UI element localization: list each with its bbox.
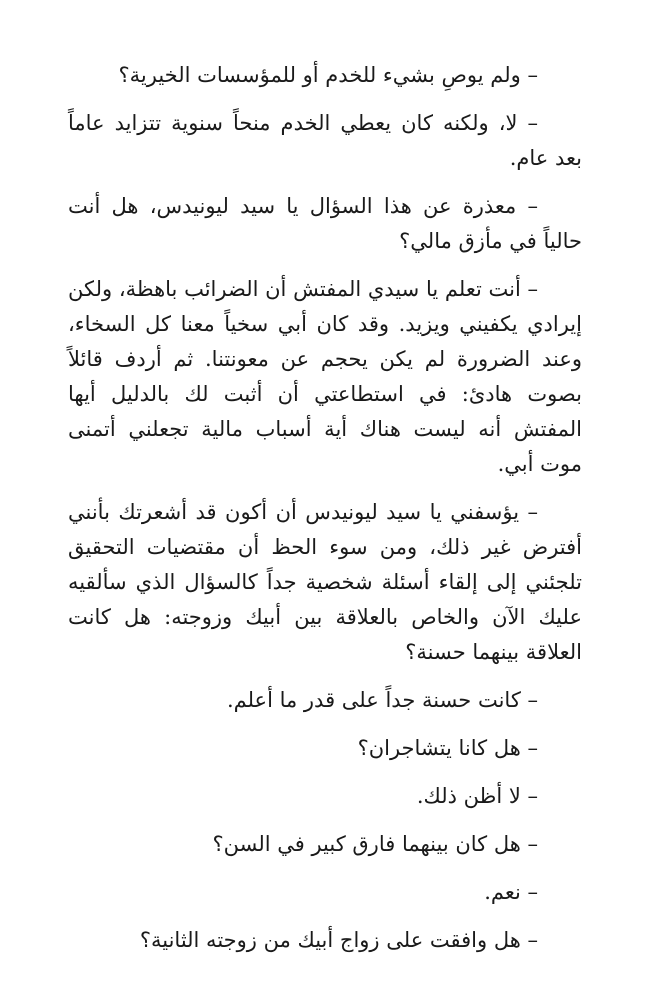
paragraph-2: – لا، ولكنه كان يعطي الخدم منحاً سنوية تتزايد عاماً بعد عام. <box>68 111 582 170</box>
paragraph-10: – نعم. <box>484 880 538 904</box>
paragraph-1: – ولم يوصِ بشيء للخدم أو للمؤسسات الخيرية؟ <box>118 63 538 87</box>
book-page <box>68 58 582 971</box>
paragraph-6: – كانت حسنة جداً على قدر ما أعلم. <box>226 688 538 712</box>
paragraph-4: – أنت تعلم يا سيدي المفتش أن الضرائب باهظة، ولكن إيرادي يكفيني ويزيد. وقد كان أبي سخياً معنا كل السخاء، وعند الضرورة لم يكن يحجم عن معونتنا. ثم أردف قائلاً بصوت هادئ: في استطاعتي أن أثبت لك بالدليل أيها المفتش أنه ليست هناك أية أسباب مالية تجعلني أتمنى موت أبي. <box>68 277 582 476</box>
paragraph-9: – هل كان بينهما فارق كبير في السن؟ <box>212 832 538 856</box>
paragraph-5: – يؤسفني يا سيد ليونيدس أن أكون قد أشعرتك بأنني أفترض غير ذلك، ومن سوء الحظ أن مقتضيات التحقيق تلجئني إلى إلقاء أسئلة شخصية جداً كالسؤال الذي سألقيه عليك الآن والخاص بالعلاقة بين أبيك وزوجته: هل كانت العلاقة بينهما حسنة؟ <box>68 500 582 664</box>
paragraph-8: – لا أظن ذلك. <box>416 784 538 808</box>
paragraph-7: – هل كانا يتشاجران؟ <box>357 736 538 760</box>
paragraph-3: – معذرة عن هذا السؤال يا سيد ليونيدس، هل أنت حالياً في مأزق مالي؟ <box>68 194 582 253</box>
paragraph-11: – هل وافقت على زواج أبيك من زوجته الثانية؟ <box>139 928 538 952</box>
